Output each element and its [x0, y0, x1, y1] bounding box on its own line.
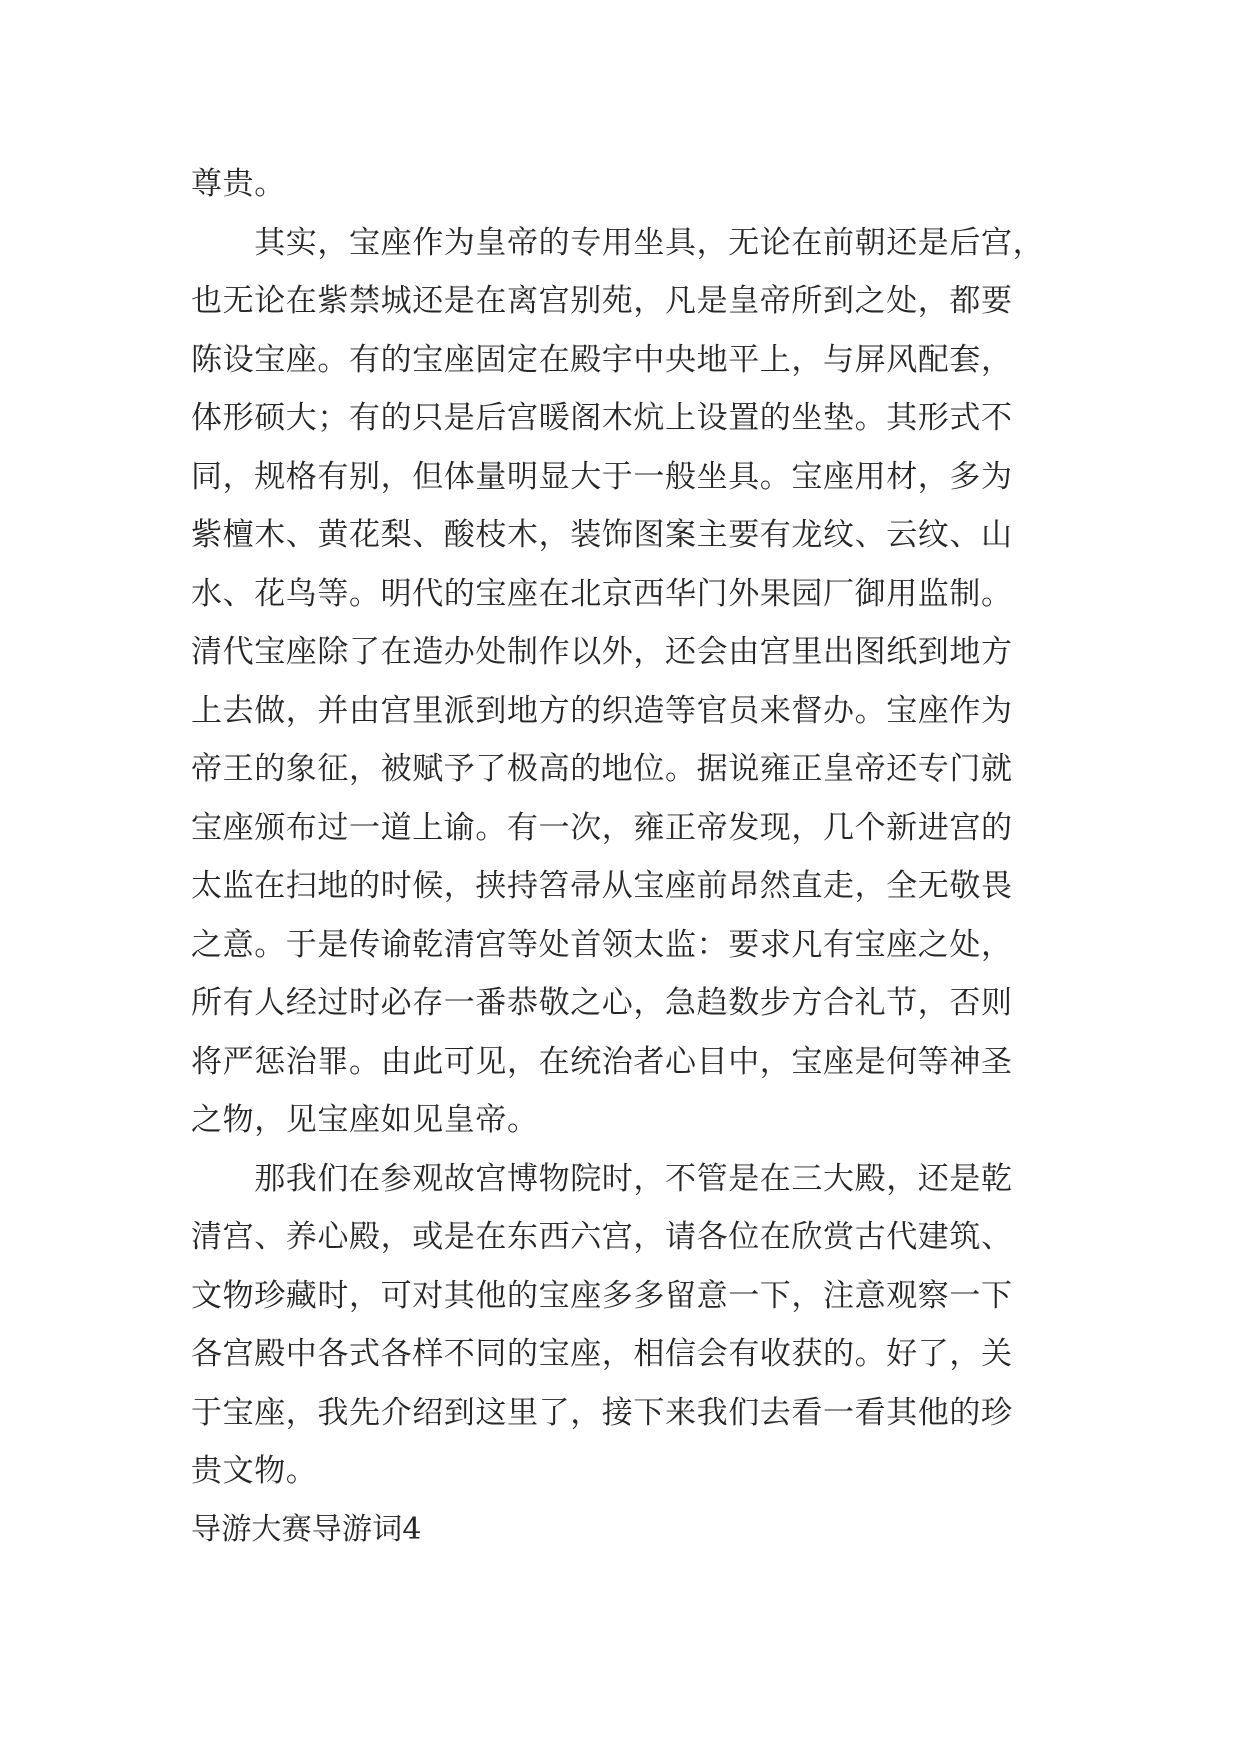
text-line: 贵文物。 [191, 1453, 318, 1489]
text-line: 其实，宝座作为皇帝的专用坐具，无论在前朝还是后宫， [191, 224, 1045, 261]
text-line: 宝座颁布过一道上谕。有一次，雍正帝发现，几个新进宫的 [191, 809, 1013, 846]
text-line: 文物珍藏时，可对其他的宝座多多留意一下，注意观察一下 [191, 1277, 1013, 1314]
text-line: 同，规格有别，但体量明显大于一般坐具。宝座用材，多为 [191, 458, 1013, 495]
text-line: 各宫殿中各式各样不同的宝座，相信会有收获的。好了，关 [191, 1336, 1013, 1372]
text-line: 紫檀木、黄花梨、酸枝木，装饰图案主要有龙纹、云纹、山 [191, 517, 1013, 553]
text-line: 那我们在参观故宫博物院时，不管是在三大殿，还是乾 [191, 1160, 1013, 1197]
body-text [191, 155, 1071, 1559]
section-heading: 导游大赛导游词4 [191, 1511, 422, 1547]
text-line: 体形硕大；有的只是后宫暖阁木炕上设置的坐垫。其形式不 [191, 400, 1013, 436]
text-line: 所有人经过时必存一番恭敬之心，急趋数步方合礼节，否则 [191, 985, 1013, 1021]
text-line: 清宫、养心殿，或是在东西六宫，请各位在欣赏古代建筑、 [191, 1219, 1013, 1255]
text-line: 水、花鸟等。明代的宝座在北京西华门外果园厂御用监制。 [191, 575, 1013, 612]
text-line: 于宝座，我先介绍到这里了，接下来我们去看一看其他的珍 [191, 1394, 1013, 1431]
text-line: 之物，见宝座如见皇帝。 [191, 1102, 539, 1138]
text-line: 太监在扫地的时候，挟持笤帚从宝座前昂然直走，全无敬畏 [191, 868, 1013, 904]
text-line: 陈设宝座。有的宝座固定在殿宇中央地平上，与屏风配套， [191, 341, 1013, 378]
text-line: 帝王的象征，被赋予了极高的地位。据说雍正皇帝还专门就 [191, 751, 1013, 787]
text-line: 尊贵。 [191, 166, 286, 202]
text-line: 清代宝座除了在造办处制作以外，还会由宫里出图纸到地方 [191, 634, 1013, 670]
text-line: 之意。于是传谕乾清宫等处首领太监：要求凡有宝座之处， [191, 926, 1013, 963]
text-line: 将严惩治罪。由此可见，在统治者心目中，宝座是何等神圣 [191, 1043, 1013, 1080]
text-line: 上去做，并由宫里派到地方的织造等官员来督办。宝座作为 [191, 692, 1013, 729]
text-line: 也无论在紫禁城还是在离宫别苑，凡是皇帝所到之处，都要 [191, 283, 1013, 319]
